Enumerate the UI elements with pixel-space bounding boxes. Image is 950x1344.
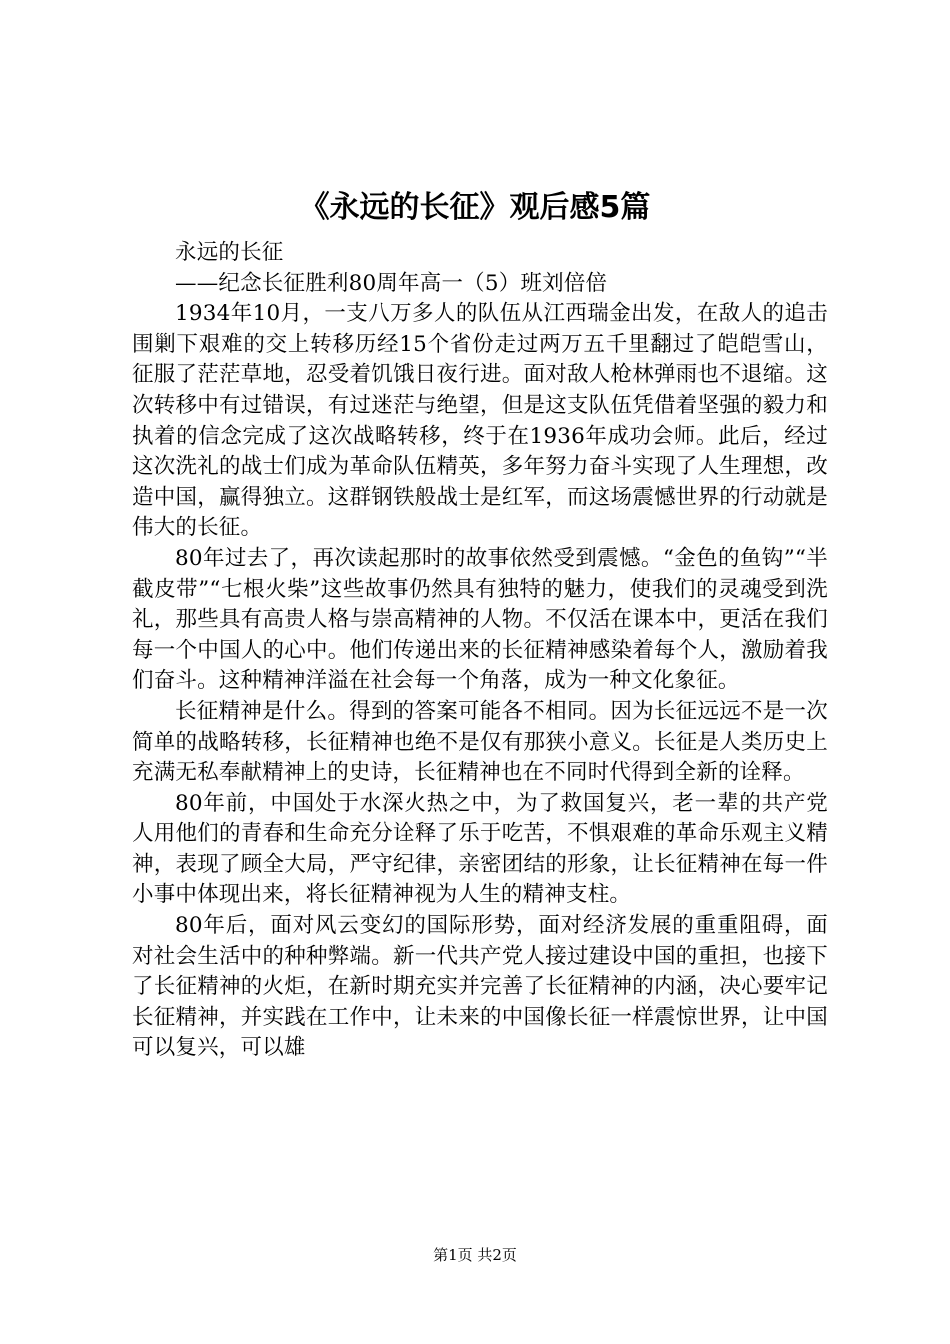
paragraph: 80年前，中国处于水深火热之中，为了救国复兴，老一辈的共产党人用他们的青春和生命充分诠释了乐于吃苦，不惧艰难的革命乐观主义精神，表现了顾全大局，严守纪律，亲密团结的形象，让长征精神在每一件小事中体现出来，将长征精神视为人生的精神支柱。 (132, 790, 828, 908)
document-title: 《永远的长征》观后感5篇 (299, 190, 651, 225)
paragraph-byline: ——纪念长征胜利80周年高一（5）班刘倍倍 (175, 270, 608, 296)
document-body (132, 238, 828, 1064)
paragraph: 80年后，面对风云变幻的国际形势，面对经济发展的重重阻碍，面对社会生活中的种种弊端。新一代共产党人接过建设中国的重担，也接下了长征精神的火炬，在新时期充实并完善了长征精神的内涵，决心要牢记长征精神，并实践在工作中，让未来的中国像长征一样震惊世界，让中国可以复兴，可以雄 (132, 913, 828, 1061)
paragraph-subtitle: 永远的长征 (175, 240, 284, 265)
paragraph: 1934年10月，一支八万多人的队伍从江西瑞金出发，在敌人的追击围剿下艰难的交上转移历经15个省份走过两万五千里翻过了皑皑雪山，征服了茫茫草地，忍受着饥饿日夜行进。面对敌人枪林弹雨也不退缩。这次转移中有过错误，有过迷茫与绝望，但是这支队伍凭借着坚强的毅力和执着的信念完成了这次战略转移，终于在1936年成功会师。此后，经过这次洗礼的战士们成为革命队伍精英，多年努力奋斗实现了人生理想，改造中国，赢得独立。这群钢铁般战士是红军，而这场震憾世界的行动就是伟大的长征。 (132, 301, 828, 541)
paragraph: 80年过去了，再次读起那时的故事依然受到震憾。“金色的鱼钩”“半截皮带”“七根火柴”这些故事仍然具有独特的魅力，使我们的灵魂受到洗礼，那些具有高贵人格与崇高精神的人物。不仅活在课本中，更活在我们每一个中国人的心中。他们传递出来的长征精神感染着每个人，激励着我们奋斗。这种精神洋溢在社会每一个角落，成为一种文化象征。 (132, 545, 828, 694)
paragraph: 长征精神是什么。得到的答案可能各不相同。因为长征远远不是一次简单的战略转移，长征精神也绝不是仅有那狭小意义。长征是人类历史上充满无私奉献精神上的史诗，长征精神也在不同时代得到全新的诠释。 (132, 698, 828, 786)
page-footer: 第1页 共2页 (433, 1246, 517, 1264)
